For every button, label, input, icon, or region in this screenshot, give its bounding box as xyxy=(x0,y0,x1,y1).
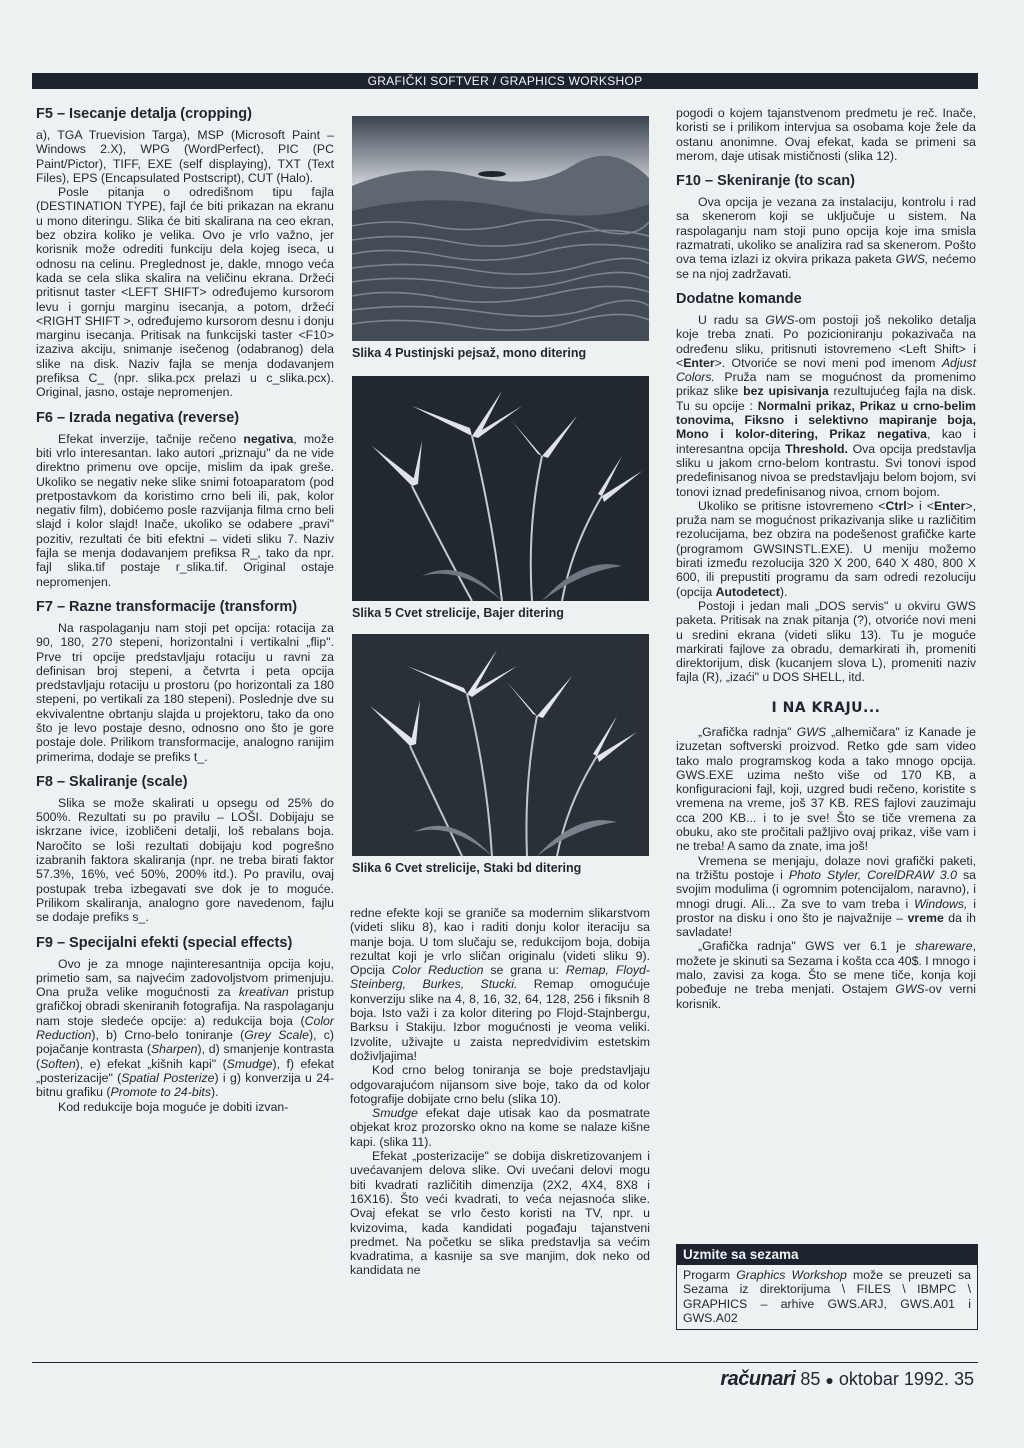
issue-number: 85 xyxy=(800,1369,821,1389)
col2-paragraph-2: Kod crno belog toniranja se boje predstavljaju odgovarajućom nijansom sive boje, tako da od kolor fotografije dobijate crno belu (slika 10). xyxy=(350,1063,650,1106)
magazine-logo: računari xyxy=(720,1368,796,1390)
desert-image xyxy=(352,116,649,341)
heading-f9: F9 – Specijalni efekti (special effects) xyxy=(36,934,293,951)
f10-paragraph-1: Ova opcija je vezana za instalaciju, kontrolu i rad sa skenerom koji se uključuje u sistem. Na raspolaganju nam stoji puno opcija koje ima smisla razmatrati, ukoliko se analizira rad sa skenerom. Pošto ova tema izlazi iz okvira prikaza paketa GWS, nećemo se na njoj zadržavati. xyxy=(676,195,976,281)
issue-date: oktobar 1992. xyxy=(838,1369,949,1389)
heading-f10: F10 – Skeniranje (to scan) xyxy=(676,173,855,190)
f5-paragraph-1: a), TGA Truevision Targa), MSP (Microsoft Paint – Windows 2.X), WPG (WordPerfect), PIC (PC Paint/Pictor), TIFF, EXE (self displaying), TXT (Text Files), EPS (Encapsulated Postscript), CUT (Halo). xyxy=(36,128,334,185)
page-number: 35 xyxy=(953,1369,974,1389)
kraj-paragraph-2: Vremena se menjaju, dolaze novi grafički paketi, na tržištu postoje i Photo Styler, CorelDRAW 3.0 sa svojim modulima (i ogromnim potencijalom, naravno), i mnogi drugi. Ali... Za sve to vam treba i Windows, i prostor na disku i ono što je najvažnije – vreme da ih savladate! xyxy=(676,853,977,940)
heading-f5: F5 – Isecanje detalja (cropping) xyxy=(36,106,252,122)
figure-desert xyxy=(352,116,649,361)
download-info-box xyxy=(676,1244,978,1330)
heading-f8: F8 – Skaliranje (scale) xyxy=(36,773,188,790)
column-right xyxy=(676,106,976,1011)
box-title: Uzmite sa sezama xyxy=(677,1245,977,1265)
section-header: GRAFIČKI SOFTVER / GRAPHICS WORKSHOP xyxy=(32,73,978,89)
column-left xyxy=(36,106,334,1114)
footer-rule xyxy=(32,1362,978,1363)
dk-paragraph-1: U radu sa GWS-om postoji još nekoliko detalja koje treba znati. Po pozicioniranju pokazivača na određenu sliku, pritisnuti istovremeno <Left Shift> i <Enter>. Otvoriće se novi meni pod imenom Adjust Colors. Pruža nam se mogućnost da promenimo prikaz slike bez upisivanja rezultujućeg fajla na disk. Tu su opcije : Normalni prikaz, Prikaz u crno-belim tonovima, Fiksno i selektivno mapiranje boja, Mono i kolor-ditering, Prikaz negativa, kao i interesantna opcija Threshold. Ova opcija predstavlja sliku u jakom crno-belom kontrastu. Svi tonovi ispod predefinisanog nivoa se predstavljaju belom bojom, svi tonovi iznad predefinisanog nivoa, crnom bojom. xyxy=(676,312,976,499)
figure-5-caption: Slika 5 Cvet strelicije, Bajer ditering xyxy=(352,606,564,620)
strelitzia-flower-illustration-2 xyxy=(352,634,649,856)
f9-paragraph-1: Ovo je za mnoge najinteresantnija opcija koju, primetio sam, sa najvećim zadovoljstvom primenjuju. Ona pruža velike mogućnosti za kreativan pristup grafičkoj obradi skeniranih fotografija. Na raspolaganju nam stoje sledeće opcije: a) redukcija boja (Color Reduction), b) Crno-belo toniranje (Grey Scale), c) pojačanje kontrasta (Sharpen), d) smanjenje kontrasta (Soften), e) efekat „kišnih kapi" (Smudge), f) efekat „posterizacije" (Spatial Posterize) i g) konverzija u 24-bitnu grafiku (Promote to 24-bits). xyxy=(36,956,335,1100)
heading-dodatne-komande: Dodatne komande xyxy=(676,290,802,307)
figure-flower-bayer xyxy=(352,376,649,621)
kraj-paragraph-3: „Grafička radnja" GWS ver 6.1 je shareware, možete je skinuti sa Sezama i košta cca 40$. I mnogo i malo, zavisi za koga. Što se mene tiče, konja koji pobeđuje ne treba menjati. Ostajem GWS-ov verni korisnik. xyxy=(676,939,976,1011)
figure-6-caption: Slika 6 Cvet strelicije, Staki bd ditering xyxy=(352,861,582,875)
dk-paragraph-2: Ukoliko se pritisne istovremeno <Ctrl> i <Enter>, pruža nam se mogućnost prikazivanja slike u različitim rezolucijama, bez obzira na podešenost grafičke karte (programom GWSINSTL.EXE). U meniju možemo birati između rezolucija 320 X 200, 640 X 480, 800 X 600, ili prepustiti programu da sam odredi rezoluciju (opcija Autodetect). xyxy=(676,498,976,599)
col2-paragraph-3: Smudge efekat daje utisak kao da posmatrate objekat kroz prozorsko okno na kome se nalaze kišne kapi. (slika 11). xyxy=(350,1106,650,1149)
f7-paragraph-1: Na raspolaganju nam stoji pet opcija: rotacija za 90, 180, 270 stepeni, horizontalni i vertikalni „flip". Prve tri opcije predstavljaju rotaciju u ravni za definisan broj stepeni, a četvrta i peta opcija predstavljaju rotaciju u prostoru (po horizontali za 180 stepeni, po vertikali za 180 stepeni). Poslednje dve su ekvivalentne obrtanju slajda u projektoru, tako da ono što je levo postaje desno, odnosno ono što je gore postaje dole. Prilikom transformacije, analogno ranijim primerima, dodaje se prefiks t_. xyxy=(36,620,334,764)
column-middle xyxy=(350,906,650,1278)
flower-image-bayer xyxy=(352,376,649,601)
dk-paragraph-3: Postoji i jedan mali „DOS servis" u okviru GWS paketa. Pritisak na znak pitanja (?), otvoriće novi meni u sredini ekrana (videti sliku 13). Tu je moguće markirati fajlove za obradu, demarkirati ih, promeniti direktorijum, disk (kucanjem slova L), promeniti naziv fajla (R), „izaći" u DOS SHELL, itd. xyxy=(676,598,976,685)
strelitzia-flower-illustration xyxy=(352,376,649,601)
heading-f6: F6 – Izrada negativa (reverse) xyxy=(36,409,240,426)
page-footer xyxy=(720,1368,974,1391)
col2-paragraph-4: Efekat „posterizacije" se dobija diskretizovanjem i uvećavanjem delova slike. Ovi uvećani delovi mogu biti kvadrati različitih dimenzija (2X2, 4X4, 8X8 i 16X16). Što veći kvadrati, to veća nejasnoća slike. Ovaj efekat se vrlo često koristi na TV, npr. u kvizovima, kada kandidati pogađaju tajanstveni predmet. Na početku se slika predstavlja sa većim kvadratima, a kasnije sa sve manjim, dok neko od kandidata ne xyxy=(350,1149,650,1278)
f5-paragraph-2: Posle pitanja o odredišnom tipu fajla (DESTINATION TYPE), fajl će biti prikazan na ekranu u mono diteringu. Slika će biti skalirana na ceo ekran, bez obzira koliko je velika. Ovo je vrlo važno, jer korisnik može odrediti funkciju dela kojeg iseca, u odnosu na celinu. Preglednost je, dakle, mnogo veća kada se cela slika skalira na veličinu ekrana. Držeći pritisnut taster <LEFT SHIFT> određujemo kursorom levu i gornju marginu isecanja, a potom, držeći <RIGHT SHIFT >, određujemo kursorom desnu i donju marginu isecanja. Pritisak na funkcijski taster <F10> izaziva akciju, snimanje isečenog (odabranog) dela slike na disk. Naziv fajla se menja dodavanjem prefiksa C_ (npr. slika.pcx prelazi u c_slika.pcx). Original, jasno, ostaje nepromenjen. xyxy=(36,185,334,400)
flower-image-stucki xyxy=(352,634,649,856)
f6-paragraph-1: Efekat inverzije, tačnije rečeno negativa, može biti vrlo interesantan. Iako autori „priznaju" da ne vide direktno primenu ove opcije, mislim da ipak greše. Ukoliko se negativ neke slike snimi fotoaparatom (pod pretpostavkom da koristimo crno beli ili, pak, kolor negativ film), dobićemo posle razvijanja filma crno beli slajd i kolor slajd! Inače, ukoliko se odabere „pravi" pozitiv, rezultati će biti efektni – videti sliku 7. Naziv fajla se menja dodavanjem prefiksa R_, tako da npr. fajl slika.tif postaje r_slika.tif. Original ostaje nepromenjen. xyxy=(36,431,334,589)
figure-flower-stucki xyxy=(352,634,649,876)
heading-f7: F7 – Razne transformacije (transform) xyxy=(36,598,298,615)
heading-na-kraju: I NA KRAJU... xyxy=(771,699,881,716)
col3-paragraph-1: pogodi o kojem tajanstvenom predmetu je reč. Inače, koristi se i prilikom intervjua sa osobama koje žele da ostanu anonimne. Ovaj efekat, kada se primeni sa merom, daje utisak mističnosti (slika 12). xyxy=(676,106,976,163)
f8-paragraph-1: Slika se može skalirati u opsegu od 25% do 500%. Rezultati su po pravilu – LOŠI. Dobijaju se iskrzane ivice, izobličeni detalji, loš rebalans boja. Naročito se loši rezultati dobijaju kod pogrešno izabranih faktora skaliranja (npr. ne treba birati faktor 57.3%, 16%, već 50%, 200% itd.). Po pravilu, ovaj postupak treba izbegavati sve dok je to moguće. Prilikom skaliranja, analogno gore navedenom, fajlu se dodaje prefiks s_. xyxy=(36,795,334,925)
box-body: Progarm Graphics Workshop može se preuzeti sa Sezama iz direktorijuma \ FILES \ IBMPC \ GRAPHICS – arhive GWS.ARJ, GWS.A01 i GWS.A02 xyxy=(683,1268,971,1325)
col2-paragraph-1: redne efekte koji se graniče sa modernim slikarstvom (videti sliku 8), kao i raditi donju kolor iteraciju sa manje boja. U tom slučaju se, redukcijom boja, dobija rezultat koji je vrlo sličan originalu (videti sliku 9). Opcija Color Reduction se grana u: Remap, Floyd-Steinberg, Burkes, Stucki. Remap omogućuje konverziju slike na 4, 8, 16, 32, 64, 128, 256 i fiksnih 8 boja. Isto važi i za kolor ditering po Flojd-Stajnbergu, Barksu i Stakiju. Izbor mogućnosti je veoma veliki. Izvolite, uživajte u zaista nepredvidivim estetskim doživljajima! xyxy=(350,906,650,1063)
f9-paragraph-2: Kod redukcije boja moguće je dobiti izvan- xyxy=(58,1099,289,1114)
figure-4-caption: Slika 4 Pustinjski pejsaž, mono ditering xyxy=(352,346,587,360)
bullet-icon: ● xyxy=(825,1372,834,1388)
desert-dunes-illustration xyxy=(352,116,649,341)
kraj-paragraph-1: „Grafička radnja" GWS „alhemičara" iz Kanade je izuzetan softverski proizvod. Retko gde sam video tako malo programskog koda a tako mnogo opcija. GWS.EXE uzima nešto više od 170 KB, a konfiguracioni fajl, koji, uzgred budi rečeno, koristite s vremena na vreme, još 37 KB. RES fajlovi zauzimaju cca 200 KB... i to je sve! Što se tiče vremena za obuku, ako ste pročitali pažljivo ovaj prikaz, više vam i ne treba! A samo da znate, ima još! xyxy=(676,724,976,854)
